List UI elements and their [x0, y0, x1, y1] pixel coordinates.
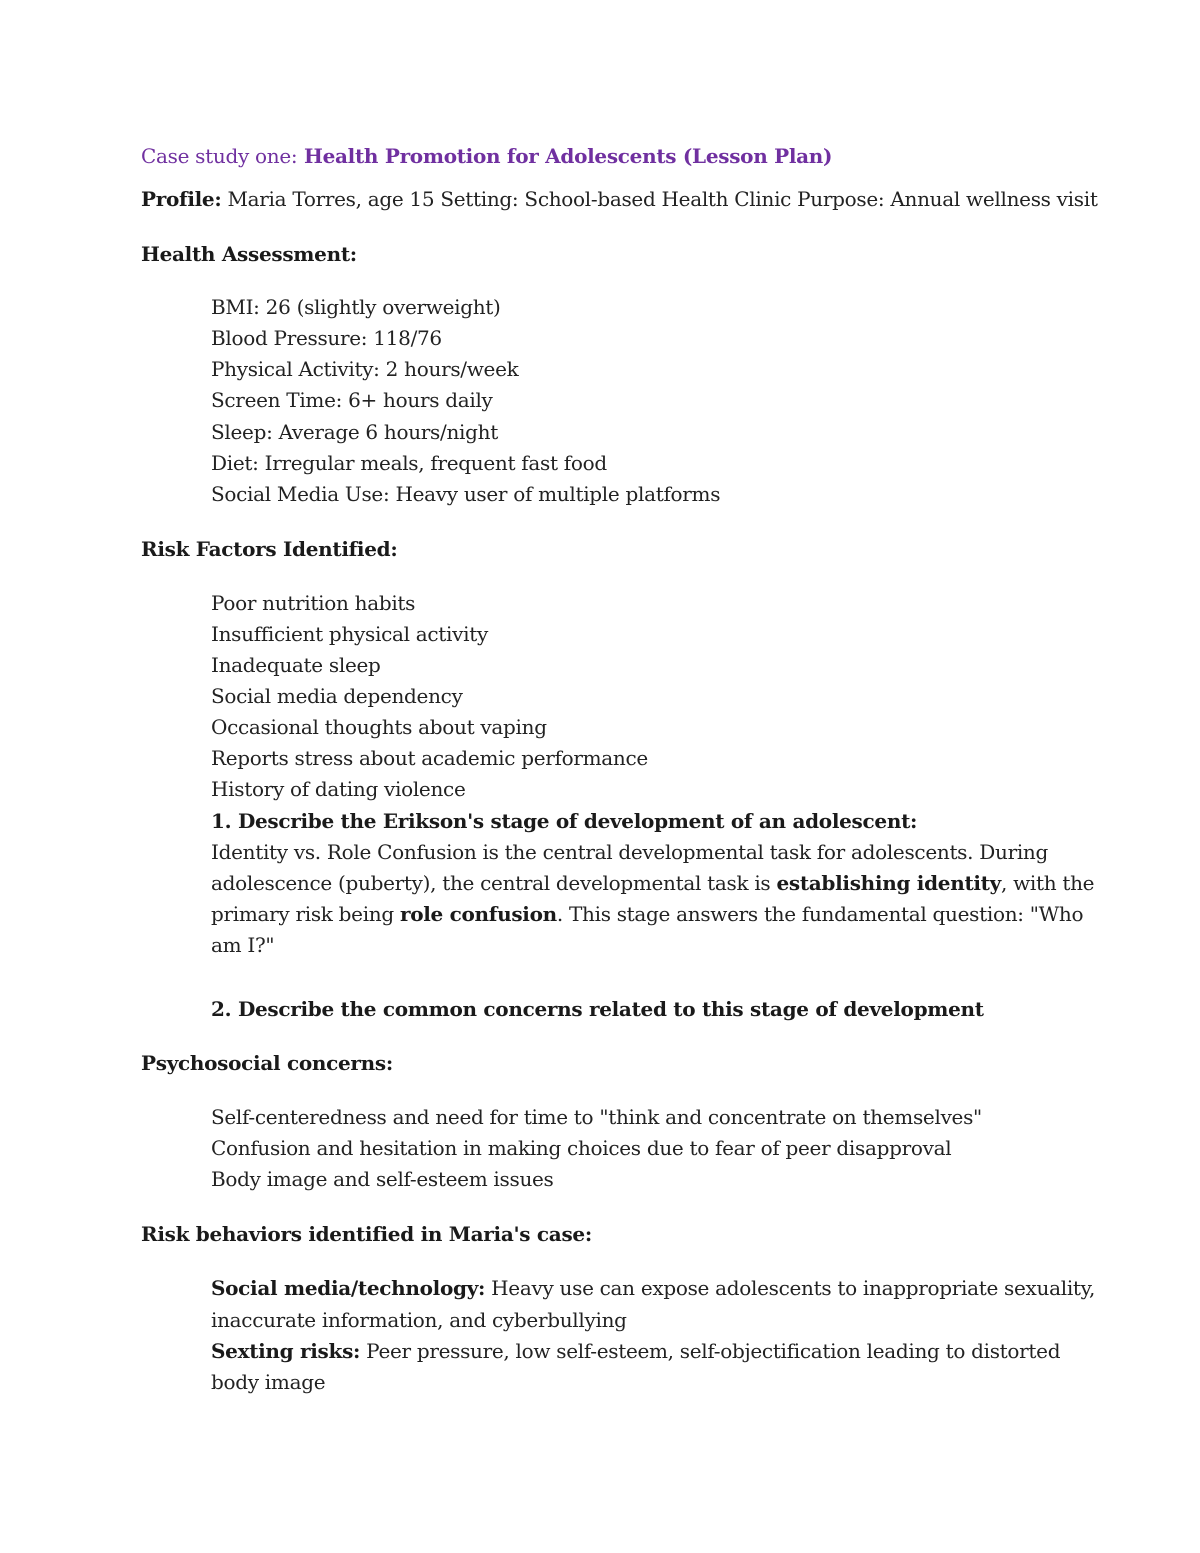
sexting-text: Peer pressure, low self-esteem, self-objectification leading to distorted — [360, 1339, 1061, 1363]
q1-text: , with the — [1000, 871, 1095, 895]
health-item: BMI: 26 (slightly overweight) — [211, 295, 501, 319]
health-item: Physical Activity: 2 hours/week — [211, 357, 519, 381]
q1-text: . This stage answers the fundamental question: "Who — [556, 902, 1084, 926]
risk-behavior-social-media-cont: inaccurate information, and cyberbullying — [211, 1308, 627, 1332]
health-item: Sleep: Average 6 hours/night — [211, 420, 498, 444]
document-title — [141, 141, 832, 172]
social-media-text: Heavy use can expose adolescents to inappropriate sexuality, — [485, 1276, 1096, 1300]
sexting-label: Sexting risks: — [211, 1339, 361, 1363]
risk-behaviors-heading: Risk behaviors identified in Maria's case: — [141, 1222, 592, 1246]
risk-factor-item: Inadequate sleep — [211, 653, 381, 677]
health-assessment-heading: Health Assessment: — [141, 242, 357, 266]
social-media-label: Social media/technology: — [211, 1276, 486, 1300]
q1-text: adolescence (puberty), the central developmental task is — [211, 871, 777, 895]
question1-answer-line — [211, 899, 1083, 930]
psychosocial-heading: Psychosocial concerns: — [141, 1051, 393, 1075]
question1-answer-line: am I?" — [211, 933, 275, 957]
q1-bold-role-confusion: role confusion — [399, 902, 557, 926]
title-colon: : — [290, 144, 298, 168]
risk-factor-item: History of dating violence — [211, 777, 466, 801]
question1-heading: 1. Describe the Erikson's stage of development of an adolescent: — [211, 809, 918, 833]
profile-text: Maria Torres, age 15 Setting: School-based Health Clinic Purpose: Annual wellness visit — [221, 187, 1098, 211]
question2-heading: 2. Describe the common concerns related to this stage of development — [211, 997, 984, 1021]
profile-label: Profile: — [141, 187, 222, 211]
risk-factor-item: Social media dependency — [211, 684, 463, 708]
title-prefix: Case study one — [141, 144, 291, 168]
health-item: Blood Pressure: 118/76 — [211, 326, 442, 350]
risk-factor-item: Occasional thoughts about vaping — [211, 715, 547, 739]
risk-behavior-sexting-cont: body image — [211, 1370, 326, 1394]
psychosocial-item: Body image and self-esteem issues — [211, 1167, 554, 1191]
risk-behavior-sexting — [211, 1336, 1060, 1367]
risk-factor-item: Poor nutrition habits — [211, 591, 416, 615]
question1-answer-line — [211, 868, 1094, 899]
psychosocial-item: Self-centeredness and need for time to "think and concentrate on themselves" — [211, 1105, 982, 1129]
health-item: Diet: Irregular meals, frequent fast food — [211, 451, 607, 475]
psychosocial-item: Confusion and hesitation in making choices due to fear of peer disapproval — [211, 1136, 952, 1160]
health-item: Screen Time: 6+ hours daily — [211, 388, 493, 412]
risk-factors-heading: Risk Factors Identified: — [141, 537, 398, 561]
risk-factor-item: Reports stress about academic performance — [211, 746, 648, 770]
profile-line — [141, 184, 1098, 215]
question1-answer-line: Identity vs. Role Confusion is the central developmental task for adolescents. During — [211, 840, 1049, 864]
q1-text: primary risk being — [211, 902, 400, 926]
risk-factor-item: Insufficient physical activity — [211, 622, 488, 646]
q1-bold-establishing-identity: establishing identity — [776, 871, 1001, 895]
risk-behavior-social-media — [211, 1273, 1095, 1304]
health-item: Social Media Use: Heavy user of multiple platforms — [211, 482, 721, 506]
title-main: Health Promotion for Adolescents (Lesson Plan) — [297, 144, 833, 168]
